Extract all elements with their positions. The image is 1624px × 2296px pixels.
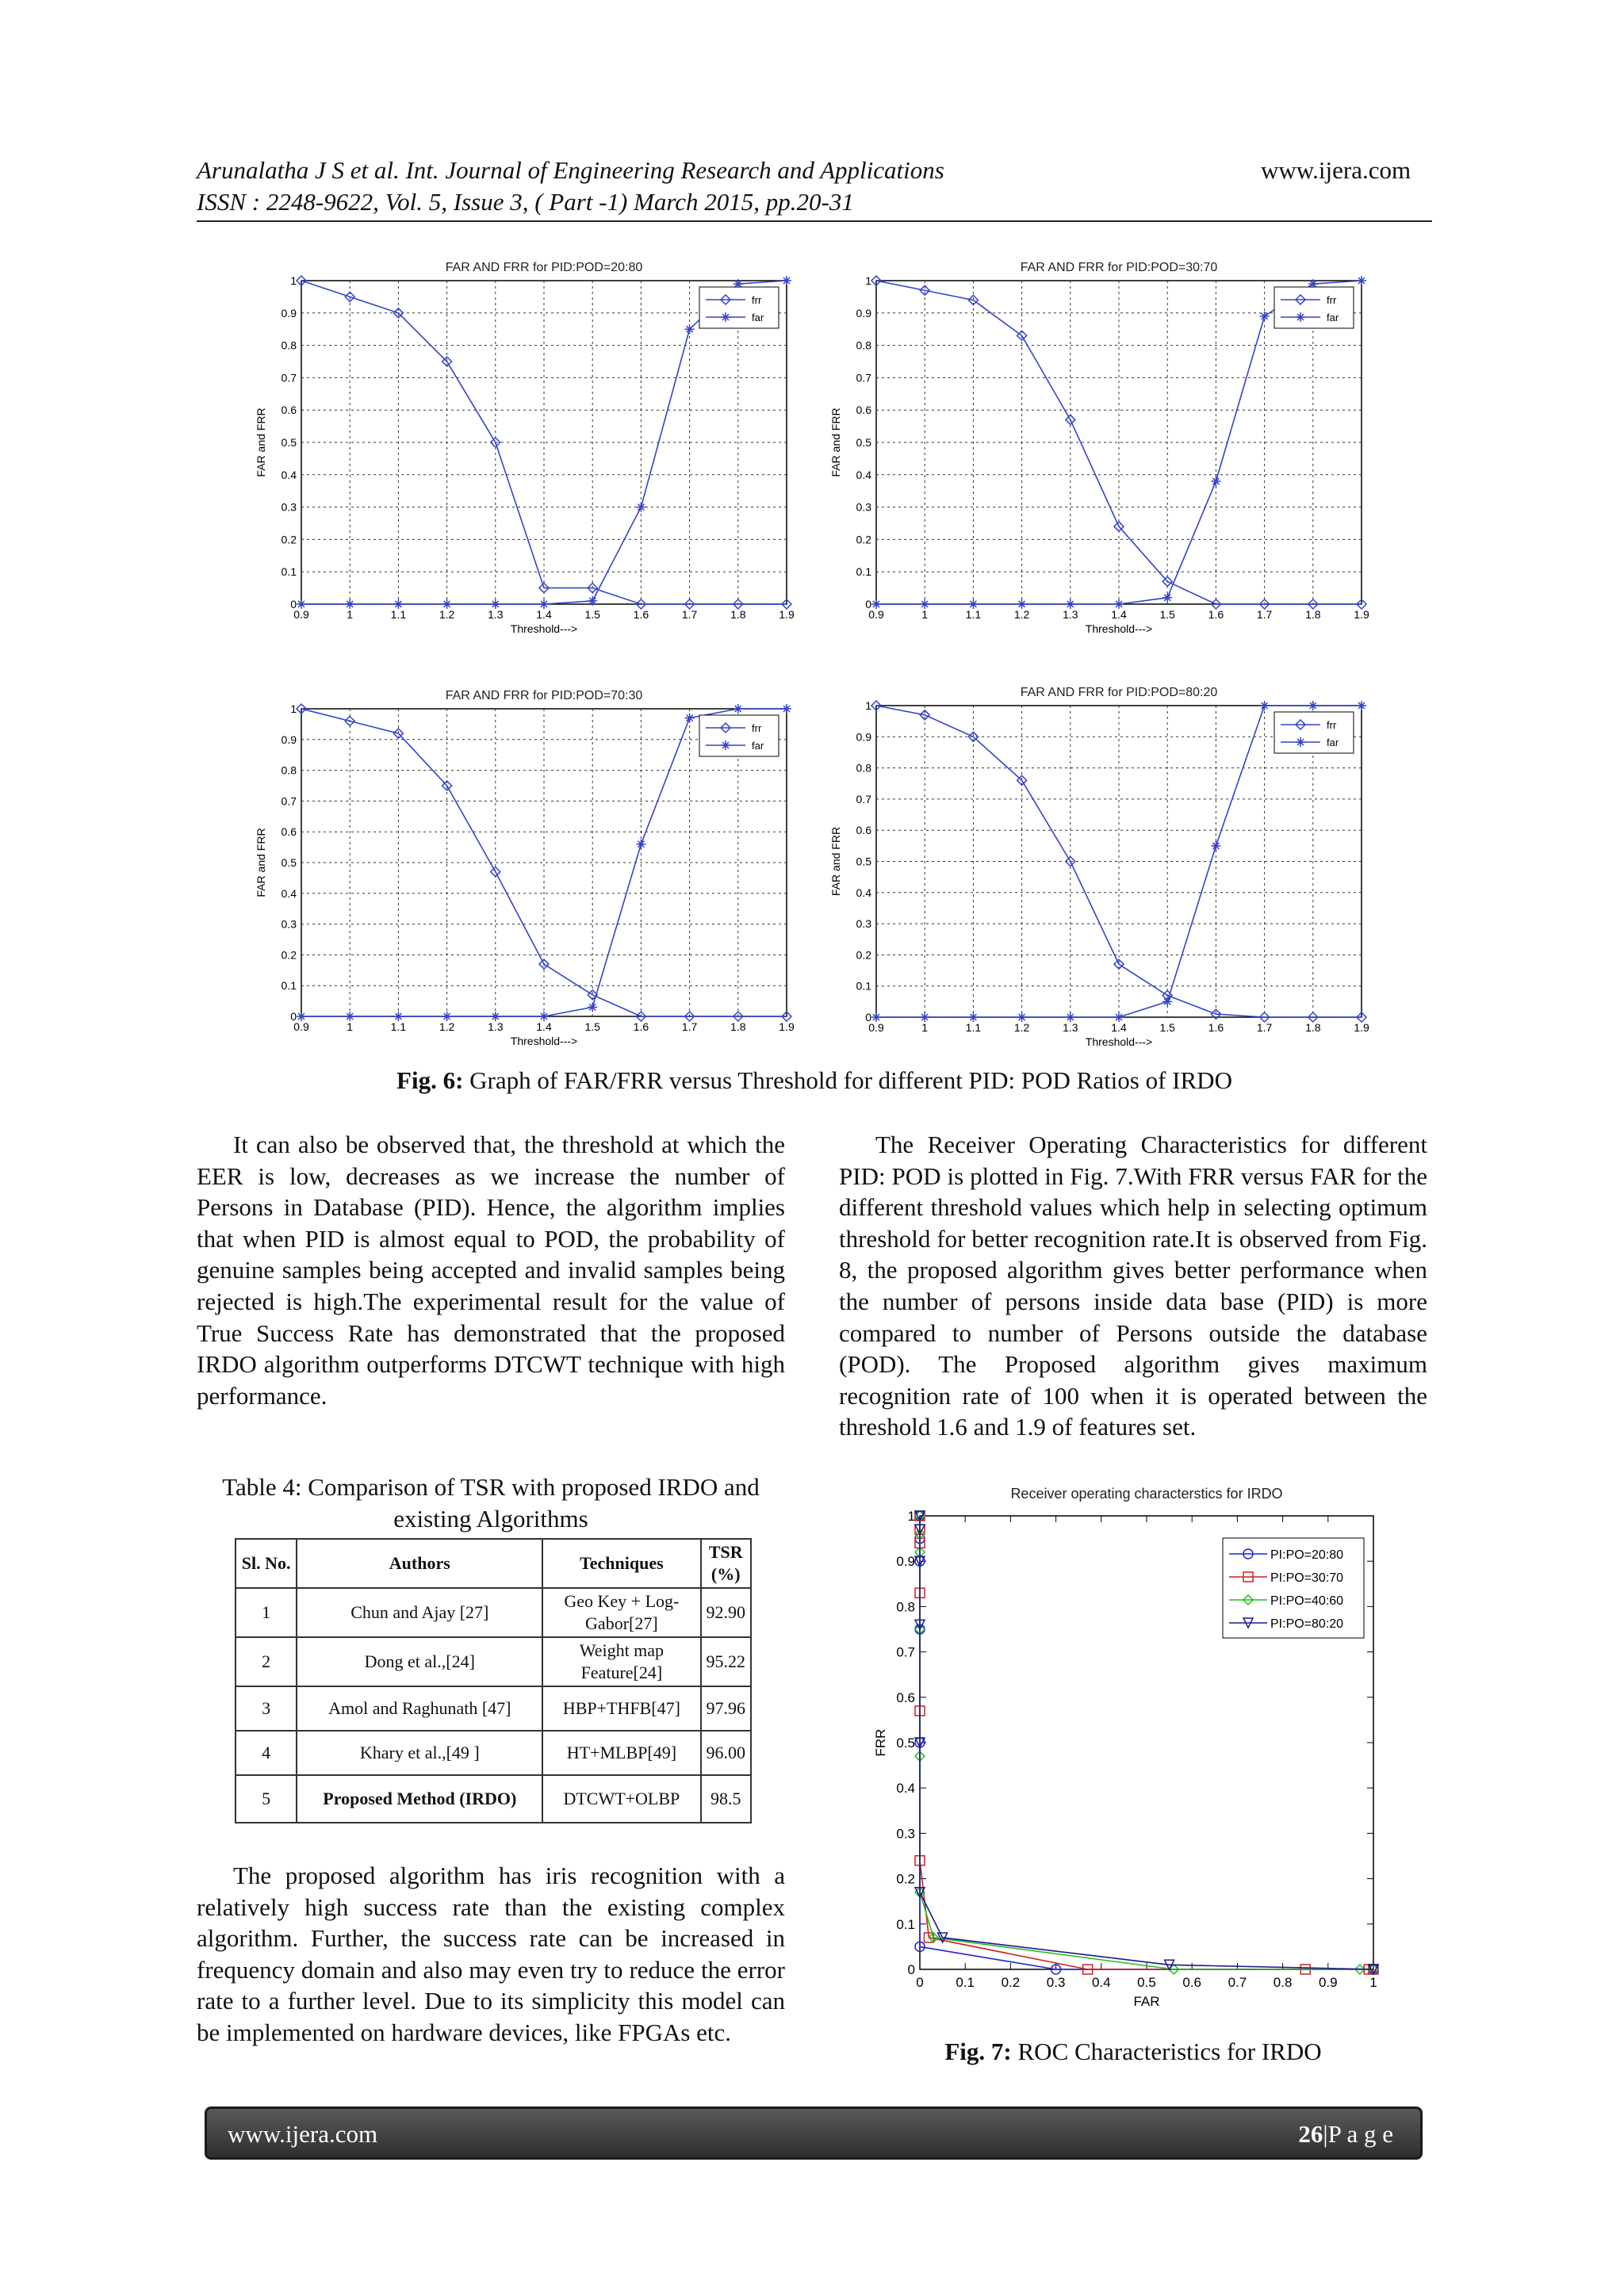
legend-label: frr bbox=[1327, 294, 1337, 306]
x-tick-label: 1 bbox=[347, 1020, 354, 1033]
legend-box bbox=[699, 715, 779, 756]
x-tick-label: 1.7 bbox=[681, 608, 698, 621]
table-cell: HBP+THFB[47] bbox=[542, 1686, 700, 1731]
fig6-caption-text: Graph of FAR/FRR versus Threshold for different PID: POD Ratios of IRDO bbox=[463, 1066, 1232, 1094]
chart-title: FAR AND FRR for PID:POD=30:70 bbox=[1020, 261, 1218, 274]
x-tick-label: 1.2 bbox=[439, 608, 455, 621]
y-tick-label: 0.4 bbox=[856, 886, 871, 899]
y-tick-label: 0.2 bbox=[856, 533, 871, 546]
table-cell: Dong et al.,[24] bbox=[297, 1637, 542, 1686]
x-tick-label: 1.6 bbox=[1208, 1021, 1224, 1034]
y-tick-label: 0.4 bbox=[281, 886, 297, 900]
x-tick-label: 1.4 bbox=[1111, 1021, 1127, 1034]
y-tick-label: 0.6 bbox=[856, 824, 871, 837]
footer-page-number: 26 bbox=[1298, 2120, 1323, 2148]
x-tick-label: 0.9 bbox=[868, 608, 884, 621]
table-caption: Table 4: Comparison of TSR with proposed IRDO and existing Algorithms bbox=[222, 1473, 760, 1533]
legend-label: far bbox=[1327, 737, 1339, 748]
y-axis-label: FAR and FRR bbox=[255, 828, 267, 897]
table-cell: Weight map Feature[24] bbox=[542, 1637, 700, 1686]
x-axis-label: Threshold---> bbox=[1085, 1035, 1153, 1048]
footer-page bbox=[1298, 2120, 1393, 2149]
x-tick-label: 1.1 bbox=[965, 1021, 982, 1034]
x-tick-label: 1.2 bbox=[439, 1020, 455, 1033]
x-axis-label: Threshold---> bbox=[510, 1035, 578, 1047]
table-cell: DTCWT+OLBP bbox=[542, 1775, 700, 1823]
x-tick-label: 1.8 bbox=[730, 1020, 746, 1033]
x-tick-label: 0.4 bbox=[1091, 1975, 1111, 1990]
x-tick-label: 0.8 bbox=[1273, 1975, 1293, 1990]
y-tick-label: 0 bbox=[907, 1962, 915, 1977]
x-tick-label: 0.1 bbox=[956, 1975, 975, 1990]
fig7-caption bbox=[839, 2038, 1427, 2066]
x-tick-label: 1.6 bbox=[633, 1020, 649, 1033]
x-tick-label: 1 bbox=[347, 608, 354, 621]
footer-page-label: |P a g e bbox=[1323, 2120, 1393, 2148]
y-tick-label: 0.6 bbox=[856, 404, 871, 417]
y-tick-label: 1 bbox=[290, 702, 297, 715]
y-axis-label: FRR bbox=[873, 1728, 888, 1757]
y-tick-label: 0.7 bbox=[896, 1644, 915, 1660]
y-tick-label: 0.1 bbox=[896, 1916, 915, 1932]
x-tick-label: 1.5 bbox=[584, 1020, 600, 1033]
y-tick-label: 0.3 bbox=[856, 500, 871, 514]
table-cell: 95.22 bbox=[701, 1637, 752, 1686]
y-tick-label: 0.3 bbox=[281, 917, 297, 931]
table-header-cell: TSR (%) bbox=[701, 1539, 752, 1588]
table-header-cell: Authors bbox=[297, 1539, 542, 1588]
y-tick-label: 0.6 bbox=[281, 825, 297, 839]
y-tick-label: 0.8 bbox=[896, 1599, 915, 1615]
running-header-journal: Arunalatha J S et al. Int. Journal of Engineering Research and Applications bbox=[197, 156, 944, 184]
y-tick-label: 0.4 bbox=[856, 468, 871, 481]
table-cell: Proposed Method (IRDO) bbox=[297, 1775, 542, 1823]
legend-label: frr bbox=[752, 294, 762, 306]
left-paragraph-2: The proposed algorithm has iris recognition with a relatively high success rate than the existing complex algorithm. Further, the success rate can be increased in frequency domain and also may even try to reduce the error rate to a further level. Due to its simplicity this model can be implemented on hardware devices, like FPGAs etc. bbox=[197, 1862, 785, 2046]
y-tick-label: 0.9 bbox=[281, 733, 297, 746]
y-tick-label: 0.6 bbox=[281, 404, 297, 417]
y-tick-label: 0.5 bbox=[856, 436, 871, 449]
header-rule bbox=[197, 220, 1432, 222]
fig7-caption-label: Fig. 7: bbox=[944, 2038, 1012, 2065]
x-tick-label: 1.7 bbox=[1256, 608, 1273, 621]
fig7-caption-text: ROC Characteristics for IRDO bbox=[1011, 2038, 1322, 2065]
x-axis-label: FAR bbox=[1133, 1994, 1160, 2009]
x-tick-label: 1.3 bbox=[488, 1020, 504, 1033]
x-tick-label: 1.6 bbox=[1208, 608, 1224, 621]
table-header-cell: Sl. No. bbox=[236, 1539, 297, 1588]
x-tick-label: 1.9 bbox=[779, 608, 795, 621]
y-tick-label: 0 bbox=[865, 1011, 871, 1024]
y-tick-label: 0.2 bbox=[281, 533, 297, 546]
x-tick-label: 0 bbox=[916, 1975, 924, 1990]
table-cell: 97.96 bbox=[701, 1686, 752, 1731]
y-tick-label: 0.1 bbox=[856, 979, 871, 993]
far-frr-chart-80-20 bbox=[821, 680, 1376, 1061]
left-paragraph-1: It can also be observed that, the threshold at which the EER is low, decreases as we increase the number of Persons in Database (PID). Hence, the algorithm implies that when PID is almost equal to POD, the probability of genuine samples being accepted and invalid samples being rejected is high.The experimental result for the value of True Success Rate has demonstrated that the proposed IRDO algorithm outperforms DTCWT technique with high performance. bbox=[197, 1131, 785, 1410]
x-tick-label: 1.4 bbox=[536, 1020, 552, 1033]
fig6-caption-label: Fig. 6: bbox=[396, 1066, 464, 1094]
legend-box bbox=[699, 287, 779, 328]
x-tick-label: 1.1 bbox=[965, 608, 982, 621]
legend-label: PI:PO=20:80 bbox=[1270, 1548, 1344, 1562]
table-cell: Khary et al.,[49 ] bbox=[297, 1731, 542, 1775]
y-tick-label: 0.9 bbox=[896, 1554, 915, 1570]
y-tick-label: 0 bbox=[290, 1010, 297, 1023]
far-frr-chart-30-70 bbox=[821, 255, 1376, 648]
table-row bbox=[236, 1637, 751, 1686]
legend-label: frr bbox=[752, 722, 762, 734]
table-cell: 96.00 bbox=[701, 1731, 752, 1775]
y-tick-label: 0.8 bbox=[856, 761, 871, 775]
legend-label: PI:PO=40:60 bbox=[1270, 1594, 1344, 1608]
fig6-caption bbox=[197, 1066, 1432, 1095]
table-row bbox=[236, 1686, 751, 1731]
chart-title: FAR AND FRR for PID:POD=80:20 bbox=[1020, 686, 1218, 699]
table-header-row bbox=[236, 1539, 751, 1588]
far-frr-chart-20-80 bbox=[246, 255, 801, 648]
table-cell: 1 bbox=[236, 1588, 297, 1637]
table-cell: 3 bbox=[236, 1686, 297, 1731]
y-tick-label: 0.7 bbox=[856, 371, 871, 385]
x-tick-label: 1.8 bbox=[1305, 608, 1321, 621]
y-axis-label: FAR and FRR bbox=[829, 826, 842, 897]
table-row bbox=[236, 1588, 751, 1637]
y-tick-label: 0.8 bbox=[281, 763, 297, 777]
y-tick-label: 0.7 bbox=[281, 371, 297, 385]
x-tick-label: 1.8 bbox=[1305, 1021, 1321, 1034]
x-tick-label: 0.7 bbox=[1228, 1975, 1247, 1990]
x-tick-label: 0.3 bbox=[1046, 1975, 1066, 1990]
table-cell: 98.5 bbox=[701, 1775, 752, 1823]
chart-title: FAR AND FRR for PID:POD=20:80 bbox=[445, 261, 643, 274]
legend-box bbox=[1274, 712, 1354, 753]
far-frr-chart-70-30 bbox=[246, 683, 801, 1060]
x-tick-label: 1.1 bbox=[390, 608, 407, 621]
x-tick-label: 1.9 bbox=[1354, 1021, 1369, 1034]
x-tick-label: 1.9 bbox=[1354, 608, 1369, 621]
x-tick-label: 1.3 bbox=[488, 608, 504, 621]
table-cell: Chun and Ajay [27] bbox=[297, 1588, 542, 1637]
legend-label: PI:PO=30:70 bbox=[1270, 1571, 1344, 1585]
legend-label: far bbox=[1327, 312, 1339, 323]
x-tick-label: 0.9 bbox=[293, 1020, 309, 1033]
y-tick-label: 0.9 bbox=[856, 730, 871, 744]
y-tick-label: 0.2 bbox=[281, 948, 297, 962]
x-tick-label: 1.6 bbox=[633, 608, 649, 621]
y-tick-label: 0.3 bbox=[281, 500, 297, 514]
x-tick-label: 1.5 bbox=[1159, 1021, 1175, 1034]
y-tick-label: 0.3 bbox=[856, 917, 871, 931]
y-tick-label: 0.5 bbox=[281, 856, 297, 869]
y-tick-label: 1 bbox=[865, 699, 871, 712]
chart-title: FAR AND FRR for PID:POD=70:30 bbox=[445, 689, 643, 702]
x-axis-label: Threshold---> bbox=[510, 622, 578, 635]
table-cell: 2 bbox=[236, 1637, 297, 1686]
y-tick-label: 1 bbox=[290, 274, 297, 287]
table-header-cell: Techniques bbox=[542, 1539, 700, 1588]
x-tick-label: 0.6 bbox=[1182, 1975, 1202, 1990]
tsr-comparison-table bbox=[235, 1538, 752, 1823]
x-tick-label: 1.4 bbox=[1111, 608, 1127, 621]
y-tick-label: 0.5 bbox=[281, 436, 297, 449]
x-tick-label: 1.4 bbox=[536, 608, 552, 621]
footer-bar bbox=[205, 2107, 1423, 2160]
x-tick-label: 1.1 bbox=[390, 1020, 407, 1033]
y-tick-label: 0.7 bbox=[856, 792, 871, 806]
y-tick-label: 1 bbox=[907, 1509, 915, 1524]
y-tick-label: 0.1 bbox=[281, 979, 297, 993]
legend-label: frr bbox=[1327, 719, 1337, 731]
x-tick-label: 1.5 bbox=[584, 608, 600, 621]
running-header-site: www.ijera.com bbox=[1261, 156, 1411, 184]
legend-label: far bbox=[752, 740, 764, 752]
legend-label: far bbox=[752, 312, 764, 323]
y-tick-label: 0.9 bbox=[856, 306, 871, 320]
legend-label: PI:PO=80:20 bbox=[1270, 1617, 1344, 1631]
table-cell: HT+MLBP[49] bbox=[542, 1731, 700, 1775]
y-tick-label: 0.3 bbox=[896, 1826, 915, 1842]
x-tick-label: 0.9 bbox=[1318, 1975, 1338, 1990]
table-cell: Amol and Raghunath [47] bbox=[297, 1686, 542, 1731]
y-tick-label: 0.1 bbox=[281, 565, 297, 579]
y-tick-label: 0.4 bbox=[281, 468, 297, 481]
x-axis-label: Threshold---> bbox=[1085, 622, 1153, 635]
chart-title: Receiver operating characterstics for IRDO bbox=[1010, 1486, 1283, 1502]
y-tick-label: 0 bbox=[865, 598, 871, 610]
y-axis-label: FAR and FRR bbox=[255, 408, 267, 477]
x-tick-label: 0.2 bbox=[1001, 1975, 1021, 1990]
x-tick-label: 1.8 bbox=[730, 608, 746, 621]
table-row bbox=[236, 1775, 751, 1823]
x-tick-label: 1 bbox=[921, 608, 929, 621]
x-tick-label: 1.2 bbox=[1013, 608, 1030, 621]
y-tick-label: 0.4 bbox=[896, 1781, 915, 1797]
x-tick-label: 1.7 bbox=[1256, 1021, 1273, 1034]
y-tick-label: 0.1 bbox=[856, 565, 871, 579]
x-tick-label: 0.9 bbox=[293, 608, 309, 621]
x-tick-label: 1 bbox=[1369, 1975, 1377, 1990]
y-tick-label: 0.2 bbox=[856, 948, 871, 962]
x-tick-label: 1.9 bbox=[779, 1020, 795, 1033]
x-tick-label: 0.9 bbox=[868, 1021, 884, 1034]
x-tick-label: 1.3 bbox=[1063, 608, 1078, 621]
table-cell: 4 bbox=[236, 1731, 297, 1775]
x-tick-label: 1.3 bbox=[1063, 1021, 1078, 1034]
table-row bbox=[236, 1731, 751, 1775]
y-tick-label: 0.8 bbox=[281, 339, 297, 352]
y-tick-label: 0.7 bbox=[281, 794, 297, 808]
y-tick-label: 0.2 bbox=[896, 1871, 915, 1887]
x-tick-label: 1.2 bbox=[1013, 1021, 1030, 1034]
table-cell: 5 bbox=[236, 1775, 297, 1823]
y-tick-label: 0.5 bbox=[856, 855, 871, 868]
y-tick-label: 0 bbox=[290, 598, 297, 610]
running-header-issn: ISSN : 2248-9622, Vol. 5, Issue 3, ( Part -1) March 2015, pp.20-31 bbox=[197, 188, 854, 216]
y-axis-label: FAR and FRR bbox=[829, 408, 842, 477]
table-cell: Geo Key + Log-Gabor[27] bbox=[542, 1588, 700, 1637]
x-tick-label: 1.7 bbox=[681, 1020, 698, 1033]
y-tick-label: 0.9 bbox=[281, 306, 297, 320]
right-paragraph-1: The Receiver Operating Characteristics for different PID: POD is plotted in Fig. 7.With FRR versus FAR for the different threshold values which help in selecting optimum threshold for better recognition rate.It is observed from Fig. 8, the proposed algorithm gives better performance when the number of persons inside data base (PID) is more compared to number of Persons outside the database (POD). The Proposed algorithm gives maximum recognition rate of 100 when it is operated between the threshold 1.6 and 1.9 of features set. bbox=[839, 1131, 1427, 1441]
roc-chart bbox=[864, 1479, 1388, 2026]
table-cell: 92.90 bbox=[701, 1588, 752, 1637]
y-tick-label: 0.8 bbox=[856, 339, 871, 352]
legend-box bbox=[1274, 287, 1354, 328]
x-tick-label: 0.5 bbox=[1137, 1975, 1156, 1990]
y-tick-label: 0.5 bbox=[896, 1735, 915, 1751]
x-tick-label: 1 bbox=[921, 1021, 929, 1034]
y-tick-label: 1 bbox=[865, 274, 871, 287]
x-tick-label: 1.5 bbox=[1159, 608, 1175, 621]
y-tick-label: 0.6 bbox=[896, 1689, 915, 1705]
footer-site: www.ijera.com bbox=[228, 2120, 378, 2148]
